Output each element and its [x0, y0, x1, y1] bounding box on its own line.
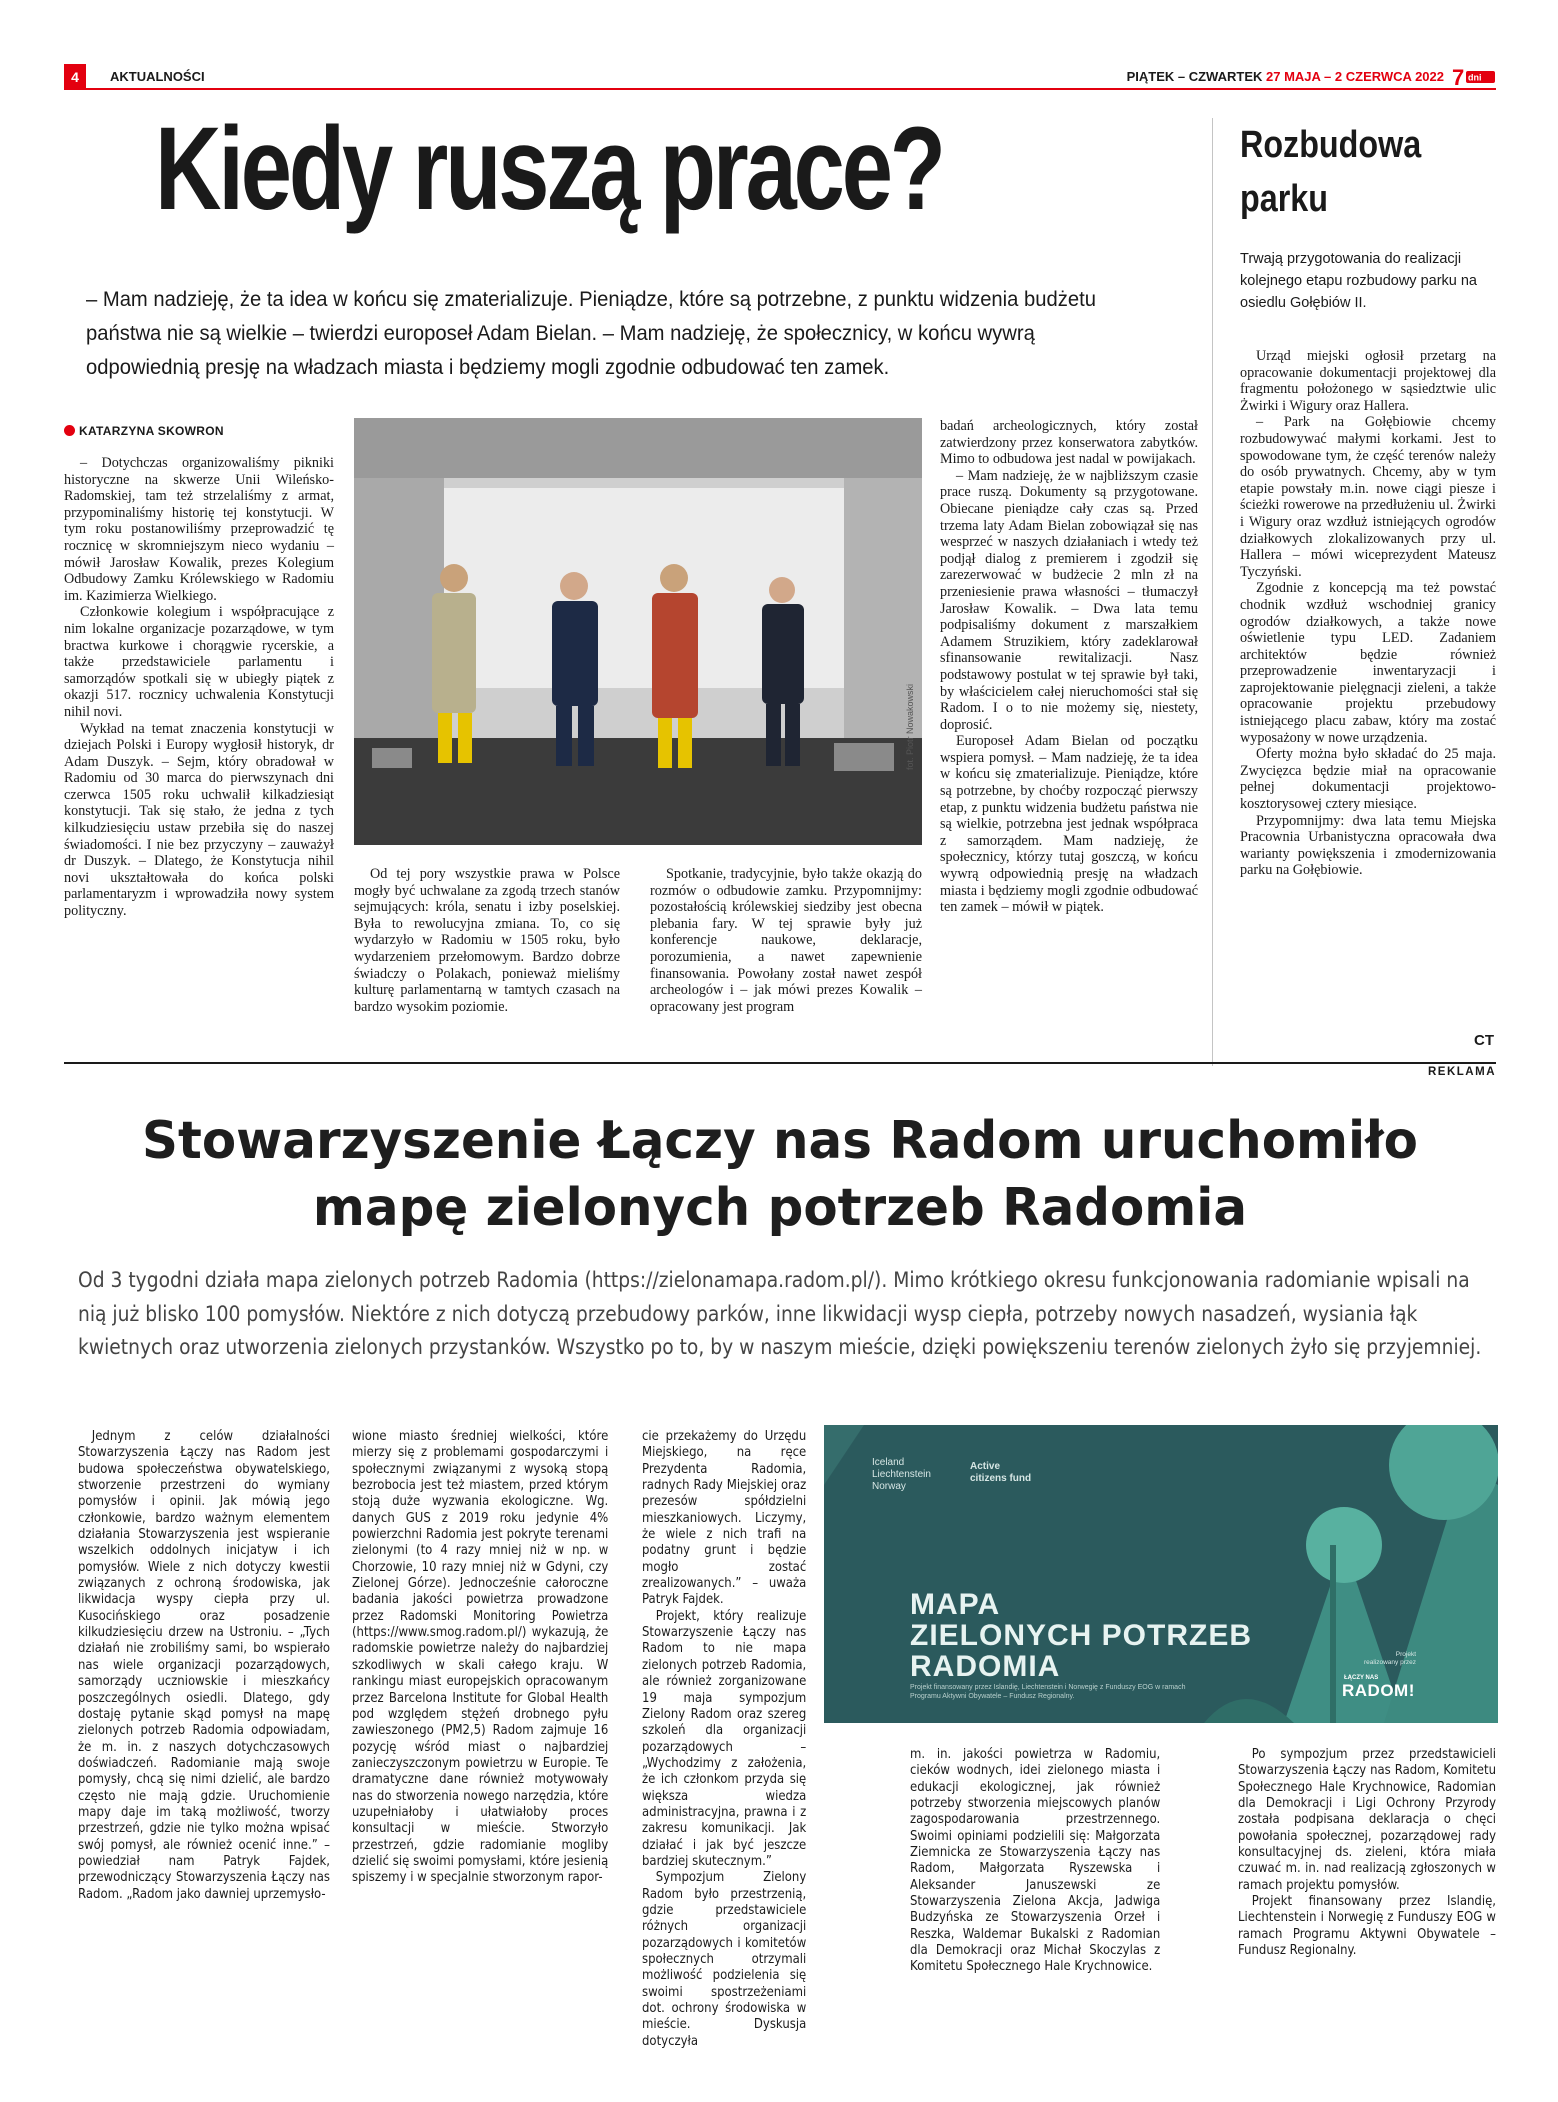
- ad-column-1: [78, 1428, 330, 1902]
- article-column-3: [650, 866, 922, 1015]
- paragraph: – Mam nadzieję, że w najbliższym czasie prace ruszą. Dokumenty są przygotowane. Obiecane pieniądze cały czas są. Przed trzema laty Adam Bielan zobowiązał się nas wesprzeć w naszych działaniach i wtedy też podjął dialog z premierem i zgodził się zarezerwować w budżecie 2 mln zł na przeniesienie prawa własności – tłumaczył Jarosław Kowalik. – Dwa lata temu podpisaliśmy dokument z marszałkiem Adamem Struzikiem, który zadeklarował sfinansowanie rewitalizacji. Nasz podstawowy postulat w tej sprawie był taki, by właścicielem całej nieruchomości stał się Radom. I o to nie możemy się, niestety, doprosić.: [940, 467, 1198, 733]
- paragraph: Od tej pory wszystkie prawa w Polsce mogły być uchwalane za zgodą trzech stanów sejmujących: króla, senatu i izby poselskiej. Była to rewolucyjna zmiana. To, co się wydarzyło w Radomiu w 1505 roku, było wydarzeniem przełomowym. Bardzo dobrze świadczy o Polakach, ponieważ mieliśmy kulturę parlamentarną w tamtych czasach na bardzo wysokim poziomie.: [354, 866, 620, 1015]
- ad-divider: [64, 1062, 1496, 1064]
- ad-column-5: [1238, 1746, 1496, 1958]
- paragraph: Jednym z celów działalności Stowarzyszenia Łączy nas Radom jest budowa społeczeństwa obywatelskiego, stworzenie przestrzeni do wymiany pomysłów i opinii. Jak mówią jego członkowie, bardzo ważnym elementem działania Stowarzyszenia jest wspieranie wszelkich oddolnych inicjatyw i ich pomysłów. Wiele z nich dotyczy kwestii związanych z ochroną środowiska, jak likwidacja wyspy ciepła przy ul. Kusocińskiego oraz posadzenie kilkudziesięciu drzew na Ustroniu. – „Tych działań nie zrobiliśmy sami, bo wspierało nas wiele organizacji pozarządowych, samorządy uczniowskie i mieszkańcy poszczególnych osiedli. Dlatego, gdy dostaję pytanie skąd pomysł na mapę zielonych potrzeb Radomia odpowiadam, że m. in. z naszych dotychczasowych doświadczeń. Radomianie mają swoje pomysły, chcą się nimi dzielić, ale bardzo często nie mają gdzie. Uruchomienie mapy daje im taką możliwość, tworzy przestrzeń, gdzie nie tylko można wpisać swój pomysł, ale również ocenić inne.” – powiedział nam Patryk Fajdek, przewodniczący Stowarzyszenia Łączy nas Radom. „Radom jako dawniej uprzemysło-: [78, 1428, 330, 1902]
- paragraph: – Park na Gołębiowie chcemy rozbudowywać małymi korkami. Jest to spowodowane tym, że część terenów należy do osób prywatnych. Chcemy, aby w tym etapie powstały m.in. nowe ciągi piesze i ścieżki rowerowe na przedłużeniu ul. Żwirki i Wigury oraz wzdłuż istniejących ogrodów działkowych zlokalizowanych przy ul. Hallera – mówi wiceprezydent Mateusz Tyczyński.: [1240, 414, 1496, 580]
- paragraph: Projekt, który realizuje Stowarzyszenie Łączy nas Radom to nie mapa zielonych potrzeb Radomia, ale również zorganizowane 19 maja sympozjum Zielony Radom oraz szereg szkoleń dla organizacji pozarządowych – „Wychodzimy z założenia, że ich członkom przyda się większa wiedza administracyjna, prawna i z zakresu komunikacji. Jak działać i jak być jeszcze bardziej skutecznym.”: [642, 1607, 807, 1869]
- paragraph: cie przekażemy do Urzędu Miejskiego, na ręce Prezydenta Radomia, radnych Rady Miejskiej oraz prezesów spółdzielni mieszkaniowych. Liczymy, że wiele z nich trafi na podatny grunt i będzie mogło zostać zrealizowanych.” – uważa Patryk Fajdek.: [642, 1428, 807, 1608]
- paragraph: Spotkanie, tradycyjnie, było także okazją do rozmów o odbudowie zamku. Przypomnijmy: pozostałością królewskiej siedziby jest obecna plebania fary. W tej sprawie były już konferencje naukowe, deklaracje, porozumienia, a nawet zapewnienie finansowania. Powołany został nawet zespół archeologów i – jak mówi prezes Kowalik – opracowany jest program: [650, 866, 922, 1015]
- ad-column-4: [910, 1746, 1160, 1975]
- paragraph: m. in. jakości powietrza w Radomiu, cieków wodnych, idei zielonego miasta i edukacji ekologicznej, jak również potrzeby stworzenia miejscowych planów zagospodarowania przestrzennego. Swoimi opiniami podzielili się: Małgorzata Ziemnicka ze Stowarzyszenia Łączy nas Radom, Małgorzata Ryszewska i Aleksander Januszewski ze Stowarzyszenia Zielona Akcja, Jadwiga Budzyńska ze Stowarzyszenia Orzeł i Reszka, Waldemar Bukalski z Radomian dla Demokracji oraz Michał Skoczylas z Komitetu Społecznego Hale Krychnowice.: [910, 1746, 1161, 1975]
- paragraph: Urząd miejski ogłosił przetarg na opracowanie dokumentacji projektowej dla fragmentu położonego w sąsiedztwie ulic Żwirki i Wigury oraz Hallera.: [1240, 348, 1496, 414]
- donor-countries: Iceland Liechtenstein Norway: [872, 1457, 931, 1492]
- section-label: AKTUALNOŚCI: [110, 69, 205, 84]
- paragraph: badań archeologicznych, który został zatwierdzony przez konserwatora zabytków. Mimo to odbudowa jest nadal w powijakach.: [940, 418, 1198, 468]
- paragraph: wione miasto średniej wielkości, które mierzy się z problemami gospodarczymi i społecznymi związanymi z wysoką stopą bezrobocia jest też miastem, przed którym stoją duże wyzwania ekologiczne. Wg. danych GUS z 2019 roku jedynie 4% powierzchni Radomia jest pokryte terenami zielonymi (to 4 razy mniej niż w np. w Chorzowie, 10 razy mniej niż w Gdyni, czy Zielonej Górze). Jednocześnie całoroczne badania jakości powietrza prowadzone przez Radomski Monitoring Powietrza (https://www.smog.radom.pl/) wykazują, że radomskie powietrze należy do najbardziej szkodliwych w skali całego kraju. W rankingu miast europejskich opracowanym przez Barcelona Institute for Global Health pod względem stężeń drobnego pyłu zawieszonego (PM2,5) Radom zajmuje 16 pozycję wśród miast o najbardziej zanieczyszczonym powietrzu w Europie. Te dramatyczne dane również motywowały nas do stworzenia nowego narzędzia, które uzupełniałoby i ułatwiałoby proces konsultacji w mieście. Stworzyło przestrzeń, gdzie radomianie mogliby dzielić się swoimi pomysłami, które jesienią spiszemy i w specjalnie stworzonym rapor-: [352, 1428, 609, 1886]
- newspaper-logo: [1452, 65, 1496, 87]
- article-photo: [354, 418, 922, 845]
- paragraph: Wykład na temat znaczenia konstytucji w dziejach Polski i Europy wygłosił historyk, dr Adam Duszyk. – Sejm, który obradował w Radomiu od 30 marca do pierwszynach dni czerwca 1505 roku uchwalił kilkadziesiąt konstytucji. Tak się stało, że jedna z tych kilkudziesięciu ustaw przebiła się do naszej świadomości. I nie bez przyczyny – zauważył dr Duszyk. – Dlatego, że Konstytucja nihil novi ukształtowała do końca polski parlamentaryzm i wprowadziła nowy system polityczny.: [64, 720, 334, 920]
- ad-title: [93, 1108, 1468, 1242]
- ad-lead-text: Od 3 tygodni działa mapa zielonych potrzeb Radomia (https://zielonamapa.radom.pl/). Mimo krótkiego okresu funkcjonowania radomianie wpisali na nią już blisko 100 pomysłów. Niektóre z nich dotyczą przebudowy parków, inne likwidacji wysp ciepła, potrzeby nowych nasadzeń, wysiania łąk kwietnych oraz utworzenia zielonych przystanków. Wszystko po to, by w naszym mieście, dzięki powiększeniu terenów zielonych żyło się przyjemniej.: [78, 1268, 1482, 1359]
- sidebar-title-line: parku: [1240, 178, 1328, 220]
- paragraph: Projekt finansowany przez Islandię, Liechtenstein i Norwegię z Funduszy EOG w ramach Programu Aktywni Obywatele – Fundusz Regionalny.: [1238, 1893, 1496, 1959]
- paragraph: Po sympozjum przez przedstawicieli Stowarzyszenia Łączy nas Radom, Komitetu Społecznego Hale Krychnowice, Radomian dla Demokracji i Ligi Ochrony Przyrody została podpisana deklaracja o chęci powołania społecznej, pozarządowej rady konsultacyjnej ds. zieleni, która miała czuwać m. in. nad realizacją zgłoszonych w ramach projektu pomysłów.: [1238, 1746, 1496, 1893]
- sidebar-body: [1240, 348, 1496, 879]
- issue-date-days: PIĄTEK – CZWARTEK: [1126, 69, 1263, 84]
- issue-date-range: 27 MAJA – 2 CZERWCA 2022: [1266, 69, 1444, 84]
- banner-organizer-note: Projekt realizowany przez: [1363, 1651, 1416, 1666]
- page-number: 4: [64, 64, 86, 90]
- banner-title: [910, 1589, 1252, 1682]
- paragraph: Sympozjum Zielony Radom było przestrzenią, gdzie przedstawiciele różnych organizacji pozarządowych i komitetów społecznych otrzymali możliwość podzielenia się swoimi spostrzeżeniami dot. ochrony środowiska w mieście. Dyskusja dotyczyła: [642, 1869, 807, 2049]
- ad-column-3: [642, 1428, 806, 2049]
- author-byline: [64, 424, 224, 438]
- paragraph: – Dotychczas organizowaliśmy pikniki historyczne na skwerze Unii Wileńsko-Radomskiej, tam też strzelaliśmy z armat, przypominaliśmy historię tej konstytucji. W tym roku postanowiliśmy przeprowadzić tę rocznicę w skromniejszym nieco wydaniu – mówił Jarosław Kowalik, prezes Kolegium Odbudowy Zamku Królewskiego w Radomiu im. Kazimierza Wielkiego.: [64, 455, 334, 604]
- paragraph: Oferty można było składać do 25 maja. Zwycięzca będzie miał na opracowanie pełnej dokumentacji projektowo-kosztorysowej cztery miesiące.: [1240, 746, 1496, 813]
- article-lead: – Mam nadzieję, że ta idea w końcu się zmaterializuje. Pieniądze, które są potrzebne, z punktu widzenia budżetu państwa nie są wielkie – twierdzi europoseł Adam Bielan. – Mam nadzieję, że społecznicy, w końcu wywrą odpowiednią presję na władzach miasta i będziemy mogli zgodnie odbudować ten zamek.: [86, 287, 1096, 379]
- page-header: [64, 64, 1496, 90]
- sidebar-title: [1240, 118, 1421, 226]
- article-headline: Kiedy ruszą prace?: [155, 103, 943, 235]
- author-name: KATARZYNA SKOWRON: [79, 424, 224, 438]
- ad-column-2: [352, 1428, 608, 1886]
- sidebar-divider: [1212, 118, 1213, 1066]
- sidebar-signature: CT: [1474, 1032, 1494, 1049]
- article-column-4: [940, 418, 1198, 916]
- sidebar-title-line: Rozbudowa: [1240, 124, 1422, 166]
- banner-title-line: MAPA: [910, 1588, 1001, 1621]
- paragraph: Europoseł Adam Bielan od początku wspiera pomysł. – Mam nadzieję, że ta idea w końcu się zmaterializuje. Pieniądze, które są potrzebne, by choćby rozpocząć pierwszy etap, z punktu widzenia budżetu państwa nie są wielkie, potrzebna jest jednak współpraca z samorządem. Mam nadzieję, że społecznicy, którzy tutaj goszczą, w końcu wywrą odpowiednią presję na władzach miasta i będziemy mogli zgodnie odbudować ten zamek – mówił w piątek.: [940, 733, 1198, 916]
- ad-title-line: Stowarzyszenie Łączy nas Radom uruchomiło: [142, 1111, 1418, 1171]
- byline-dot: [64, 425, 75, 436]
- issue-date: [1127, 69, 1444, 84]
- photo-illustration: [354, 418, 922, 845]
- ad-banner: [824, 1425, 1498, 1723]
- svg-text:dni: dni: [1468, 72, 1482, 83]
- sidebar-lead: Trwają przygotowania do realizacji kolejnego etapu rozbudowy parku na osiedlu Gołębiów II.: [1240, 251, 1477, 311]
- article-column-1: [64, 455, 334, 920]
- svg-text:7: 7: [1452, 65, 1465, 87]
- article-column-2: [354, 866, 620, 1015]
- ad-lead: [78, 1264, 1482, 1365]
- ad-label: REKLAMA: [1428, 1066, 1496, 1078]
- radom-logo-text: RADOM!: [1342, 1681, 1415, 1700]
- active-citizens-fund: Active citizens fund: [970, 1461, 1032, 1484]
- photo-credit: fot. Piotr Nowakowski: [905, 683, 915, 770]
- paragraph: Członkowie kolegium i współpracujące z nim lokalne organizacje pozarządowe, w tym bractwa kurkowe i chorągwie rycerskie, a także przedstawiciele parlamentu i samorządów spotkali się w ubiegły piątek z okazji 517. rocznicy uchwalenia Konstytucji nihil novi.: [64, 604, 334, 720]
- ad-title-line: mapę zielonych potrzeb Radomia: [312, 1178, 1248, 1238]
- banner-fine-print: Projekt finansowany przez Islandię, Liechtenstein i Norwegię z Funduszy EOG w ramach Programu Aktywni Obywatele – Fundusz Regionalny.: [910, 1684, 1186, 1700]
- banner-title-line: ZIELONYCH POTRZEB: [910, 1619, 1253, 1652]
- paragraph: Zgodnie z koncepcją ma też powstać chodnik wzdłuż wschodniej granicy ogrodów działkowych, a także nowe oświetlenie typu LED. Zadaniem architektów będzie również przeprowadzenie inwentaryzacji i zaprojektowanie pielęgnacji zieleni, a także opracowanie projektu przebudowy istniejącego placu zabaw, który ma zostać wyposażony w nowe urządzenia.: [1240, 580, 1496, 746]
- banner-title-line: RADOMIA: [910, 1650, 1061, 1683]
- radom-logo-small: ŁĄCZY NAS: [1344, 1675, 1379, 1681]
- paragraph: Przypomnijmy: dwa lata temu Miejska Pracownia Urbanistyczna opracowała dwa warianty powiększenia i zmodernizowania parku na Gołębiowie.: [1240, 812, 1496, 879]
